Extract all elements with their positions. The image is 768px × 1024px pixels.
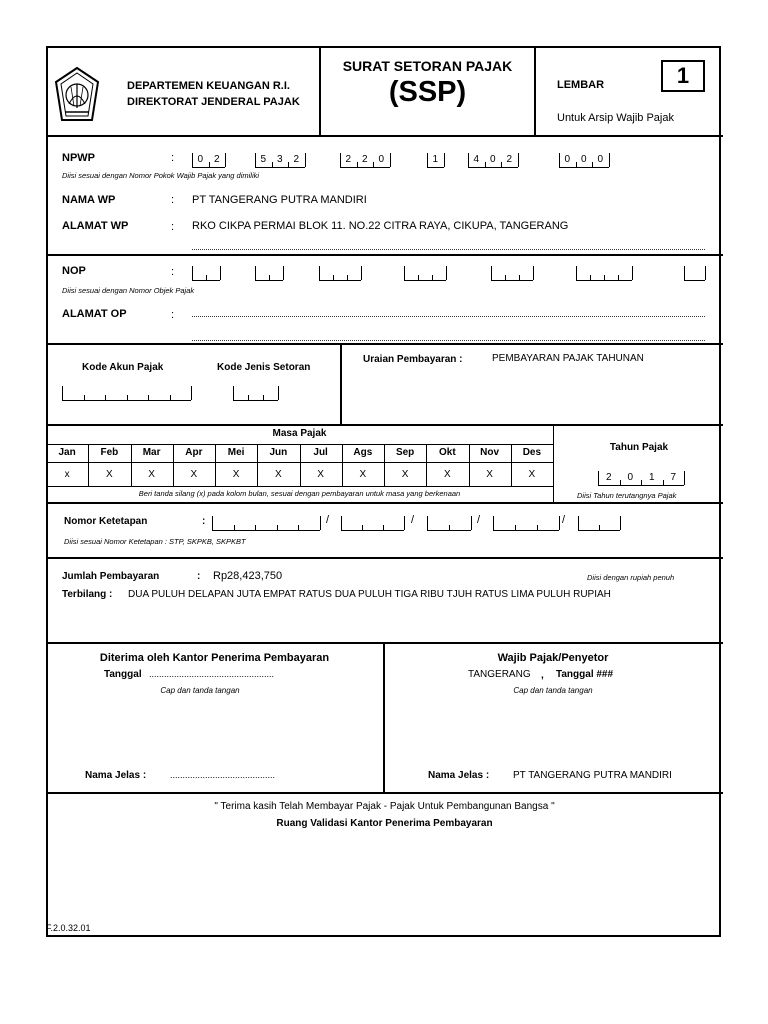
- cell-baseline: [491, 280, 533, 281]
- cell-divider: [361, 266, 362, 280]
- cell-divider: [170, 395, 171, 400]
- cell-divider: [191, 386, 192, 400]
- jenis-label: Kode Jenis Setoran: [217, 362, 311, 373]
- payer-title: Wajib Pajak/Penyetor: [497, 652, 609, 664]
- form-code: F.2.0.32.01: [46, 923, 91, 933]
- cell-divider: [288, 162, 289, 167]
- op-address-dotted-line: [192, 340, 705, 341]
- payer-date: Tanggal ###: [556, 669, 614, 680]
- slash-separator: /: [326, 514, 330, 526]
- signature-divider: [383, 642, 385, 793]
- cell-divider: [684, 471, 685, 485]
- cell-divider: [705, 266, 706, 280]
- op-address-label: ALAMAT OP: [62, 308, 127, 320]
- section-divider: [46, 557, 723, 559]
- month-mark: X: [275, 469, 282, 480]
- cell-divider: [427, 516, 428, 530]
- section-divider: [46, 343, 723, 345]
- thanks-message: " Terima kasih Telah Membayar Pajak - Pajak Untuk Pembangunan Bangsa ": [214, 801, 555, 812]
- cell-digit: 0: [489, 154, 496, 165]
- cell-divider: [620, 480, 621, 485]
- cell-divider: [501, 162, 502, 167]
- receiver-date-label: Tanggal: [104, 669, 142, 680]
- department-name: DEPARTEMEN KEUANGAN R.I.: [127, 80, 290, 92]
- slash-separator: /: [411, 514, 415, 526]
- cell-divider: [278, 386, 279, 400]
- cell-divider: [641, 480, 642, 485]
- cell-divider: [518, 153, 519, 167]
- cell-divider: [663, 480, 664, 485]
- cell-digit: 0: [197, 154, 204, 165]
- cell-digit: 0: [597, 154, 604, 165]
- month-jun: Jun: [269, 447, 288, 458]
- cell-baseline: [578, 530, 620, 531]
- address-dotted-line: [192, 249, 705, 250]
- cell-baseline: [468, 167, 518, 168]
- cell-divider: [305, 153, 306, 167]
- sheet-number: 1: [661, 60, 705, 92]
- cell-divider: [576, 162, 577, 167]
- cell-divider: [559, 153, 560, 167]
- month-mark: x: [64, 469, 70, 480]
- akun-label: Kode Akun Pajak: [82, 362, 164, 373]
- cell-divider: [519, 275, 520, 280]
- cell-divider: [248, 395, 249, 400]
- header-divider: [534, 46, 536, 136]
- cell-divider: [212, 516, 213, 530]
- cell-divider: [533, 266, 534, 280]
- cell-baseline: [255, 167, 305, 168]
- address-colon: :: [171, 221, 175, 233]
- ministry-of-finance-emblem-icon: [52, 66, 102, 126]
- month-nov: Nov: [480, 447, 500, 458]
- receiver-name-label: Nama Jelas :: [85, 770, 147, 781]
- nop-colon: :: [171, 266, 175, 278]
- cell-divider: [283, 266, 284, 280]
- receiver-cap-note: Cap dan tanda tangan: [160, 686, 240, 695]
- cell-baseline: [427, 530, 471, 531]
- cell-digit: 5: [260, 154, 267, 165]
- cell-baseline: [62, 400, 191, 401]
- payer-cap-note: Cap dan tanda tangan: [513, 686, 593, 695]
- cell-digit: 2: [213, 154, 220, 165]
- cell-divider: [148, 395, 149, 400]
- op-address-colon: :: [171, 309, 175, 321]
- npwp-note: Diisi sesuai dengan Nomor Pokok Wajib Pajak yang dimiliki: [62, 171, 260, 180]
- cell-divider: [192, 153, 193, 167]
- cell-divider: [599, 525, 600, 530]
- slash-separator: /: [562, 514, 566, 526]
- receiver-title: Diterima oleh Kantor Penerima Pembayaran: [99, 652, 330, 664]
- month-mei: Mei: [227, 447, 245, 458]
- address-label: ALAMAT WP: [62, 220, 129, 232]
- cell-divider: [373, 162, 374, 167]
- month-mark: X: [317, 469, 324, 480]
- cell-divider: [609, 153, 610, 167]
- cell-divider: [427, 153, 428, 167]
- month-feb: Feb: [100, 447, 119, 458]
- masa-pajak-label: Masa Pajak: [272, 428, 327, 439]
- cell-divider: [446, 266, 447, 280]
- cell-divider: [537, 525, 538, 530]
- directorate-name: DIREKTORAT JENDERAL PAJAK: [127, 96, 300, 108]
- npwp-label: NPWP: [62, 152, 95, 164]
- cell-digit: 1: [432, 154, 439, 165]
- month-des: Des: [522, 447, 542, 458]
- month-mark: X: [232, 469, 240, 480]
- section-divider: [46, 502, 723, 504]
- year-note: Diisi Tahun terutangnya Pajak: [577, 491, 677, 500]
- cell-divider: [84, 395, 85, 400]
- cell-divider: [632, 266, 633, 280]
- words-label: Terbilang :: [62, 589, 113, 600]
- cell-divider: [277, 525, 278, 530]
- cell-baseline: [340, 167, 390, 168]
- cell-digit: 2: [293, 154, 300, 165]
- month-mark: X: [444, 469, 451, 480]
- cell-divider: [444, 153, 445, 167]
- cell-divider: [390, 153, 391, 167]
- cell-divider: [493, 516, 494, 530]
- words-value: DUA PULUH DELAPAN JUTA EMPAT RATUS DUA PULUH TIGA RIBU TJUH RATUS LIMA PULUH RUPIAH: [128, 589, 611, 600]
- ketetapan-note: Diisi sesuai Nomor Ketetapan : STP, SKPKB, SKPKBT: [64, 537, 246, 546]
- month-jul: Jul: [313, 447, 328, 458]
- payer-city: TANGERANG: [468, 669, 531, 680]
- amount-colon: :: [197, 571, 201, 582]
- name-colon: :: [171, 194, 175, 206]
- cell-divider: [404, 516, 405, 530]
- validation-label: Ruang Validasi Kantor Penerima Pembayaran: [276, 818, 493, 829]
- month-note: Beri tanda silang (x) pada kolom bulan, sesuai dengan pembayaran untuk masa yang berkenaan: [138, 489, 461, 498]
- cell-digit: 2: [605, 472, 612, 483]
- month-mark: X: [359, 469, 367, 480]
- receiver-date-dots: ..................................................: [149, 669, 275, 679]
- cell-divider: [234, 525, 235, 530]
- month-mar: Mar: [142, 447, 161, 458]
- cell-digit: 7: [670, 472, 677, 483]
- cell-divider: [192, 266, 193, 280]
- ketetapan-colon: :: [202, 516, 206, 527]
- cell-baseline: [598, 485, 684, 486]
- cell-divider: [404, 266, 405, 280]
- cell-divider: [515, 525, 516, 530]
- cell-divider: [220, 266, 221, 280]
- month-mark: X: [486, 469, 493, 480]
- cell-digit: 2: [506, 154, 513, 165]
- form-abbrev: (SSP): [388, 76, 467, 108]
- name-label: NAMA WP: [62, 194, 116, 206]
- cell-divider: [362, 525, 363, 530]
- cell-digit: 3: [276, 154, 283, 165]
- cell-divider: [105, 395, 106, 400]
- cell-baseline: [493, 530, 559, 531]
- cell-divider: [449, 525, 450, 530]
- payer-separator: ,: [541, 670, 544, 681]
- cell-divider: [255, 153, 256, 167]
- cell-divider: [319, 266, 320, 280]
- cell-baseline: [192, 167, 225, 168]
- cell-divider: [578, 516, 579, 530]
- cell-divider: [206, 275, 207, 280]
- cell-baseline: [192, 280, 220, 281]
- month-jan: Jan: [58, 447, 76, 458]
- cell-divider: [357, 162, 358, 167]
- form-title: SURAT SETORAN PAJAK: [342, 58, 513, 74]
- cell-divider: [468, 153, 469, 167]
- cell-divider: [383, 525, 384, 530]
- cell-divider: [491, 266, 492, 280]
- cell-divider: [604, 275, 605, 280]
- cell-divider: [485, 162, 486, 167]
- uraian-value: PEMBAYARAN PAJAK TAHUNAN: [492, 353, 644, 364]
- table-line: [46, 486, 553, 487]
- cell-divider: [209, 162, 210, 167]
- cell-digit: 0: [564, 154, 571, 165]
- sheet-label: LEMBAR: [557, 79, 605, 91]
- npwp-colon: :: [171, 152, 175, 164]
- cell-digit: 1: [648, 472, 655, 483]
- codes-divider: [340, 343, 342, 425]
- amount-note: Diisi dengan rupiah penuh: [587, 573, 675, 582]
- month-mark: X: [190, 469, 198, 480]
- cell-digit: 0: [580, 154, 587, 165]
- cell-divider: [298, 525, 299, 530]
- cell-divider: [618, 275, 619, 280]
- month-sep: Sep: [395, 447, 415, 458]
- cell-divider: [347, 275, 348, 280]
- month-apr: Apr: [185, 447, 203, 458]
- amount-label: Jumlah Pembayaran: [62, 571, 160, 582]
- payer-name-label: Nama Jelas :: [428, 770, 490, 781]
- section-divider: [46, 135, 723, 137]
- cell-digit: 4: [473, 154, 480, 165]
- table-line: [553, 424, 554, 502]
- cell-divider: [340, 153, 341, 167]
- cell-divider: [684, 266, 685, 280]
- cell-digit: 2: [345, 154, 352, 165]
- cell-baseline: [212, 530, 320, 531]
- cell-divider: [272, 162, 273, 167]
- uraian-label: Uraian Pembayaran :: [363, 354, 463, 365]
- op-address-dotted-line: [192, 316, 705, 317]
- cell-divider: [255, 266, 256, 280]
- cell-divider: [269, 275, 270, 280]
- slash-separator: /: [477, 514, 481, 526]
- cell-divider: [333, 275, 334, 280]
- month-mark: X: [148, 469, 155, 480]
- cell-divider: [471, 516, 472, 530]
- cell-divider: [598, 471, 599, 485]
- cell-divider: [263, 395, 264, 400]
- cell-baseline: [233, 400, 278, 401]
- cell-divider: [341, 516, 342, 530]
- cell-baseline: [255, 280, 283, 281]
- nop-label: NOP: [62, 265, 86, 277]
- cell-baseline: [319, 280, 361, 281]
- cell-digit: 0: [627, 472, 634, 483]
- month-mark: X: [106, 469, 113, 480]
- address-value: RKO CIKPA PERMAI BLOK 11. NO.22 CITRA RAYA, CIKUPA, TANGERANG: [192, 220, 569, 232]
- payer-name-value: PT TANGERANG PUTRA MANDIRI: [513, 770, 672, 781]
- cell-divider: [418, 275, 419, 280]
- cell-divider: [590, 275, 591, 280]
- cell-divider: [432, 275, 433, 280]
- month-mark: X: [401, 469, 409, 480]
- month-mark: X: [528, 469, 536, 480]
- cell-digit: 0: [378, 154, 385, 165]
- name-value: PT TANGERANG PUTRA MANDIRI: [192, 194, 367, 206]
- cell-divider: [505, 275, 506, 280]
- cell-divider: [62, 386, 63, 400]
- month-ags: Ags: [353, 447, 373, 458]
- receiver-name-dots: ..........................................: [170, 770, 276, 780]
- cell-divider: [592, 162, 593, 167]
- nop-note: Diisi sesuai dengan Nomor Objek Pajak: [62, 286, 195, 295]
- cell-baseline: [427, 167, 444, 168]
- cell-divider: [620, 516, 621, 530]
- year-label: Tahun Pajak: [609, 442, 669, 453]
- cell-divider: [576, 266, 577, 280]
- cell-baseline: [341, 530, 404, 531]
- cell-digit: 2: [361, 154, 368, 165]
- section-divider: [46, 424, 723, 426]
- cell-baseline: [559, 167, 609, 168]
- section-divider: [46, 254, 723, 256]
- cell-divider: [233, 386, 234, 400]
- sheet-purpose: Untuk Arsip Wajib Pajak: [557, 112, 674, 124]
- month-okt: Okt: [439, 447, 456, 458]
- cell-divider: [225, 153, 226, 167]
- cell-divider: [127, 395, 128, 400]
- cell-divider: [559, 516, 560, 530]
- ketetapan-label: Nomor Ketetapan: [64, 516, 148, 527]
- cell-baseline: [684, 280, 705, 281]
- cell-baseline: [404, 280, 446, 281]
- cell-baseline: [576, 280, 632, 281]
- cell-divider: [320, 516, 321, 530]
- cell-divider: [255, 525, 256, 530]
- amount-value: Rp28,423,750: [213, 570, 283, 582]
